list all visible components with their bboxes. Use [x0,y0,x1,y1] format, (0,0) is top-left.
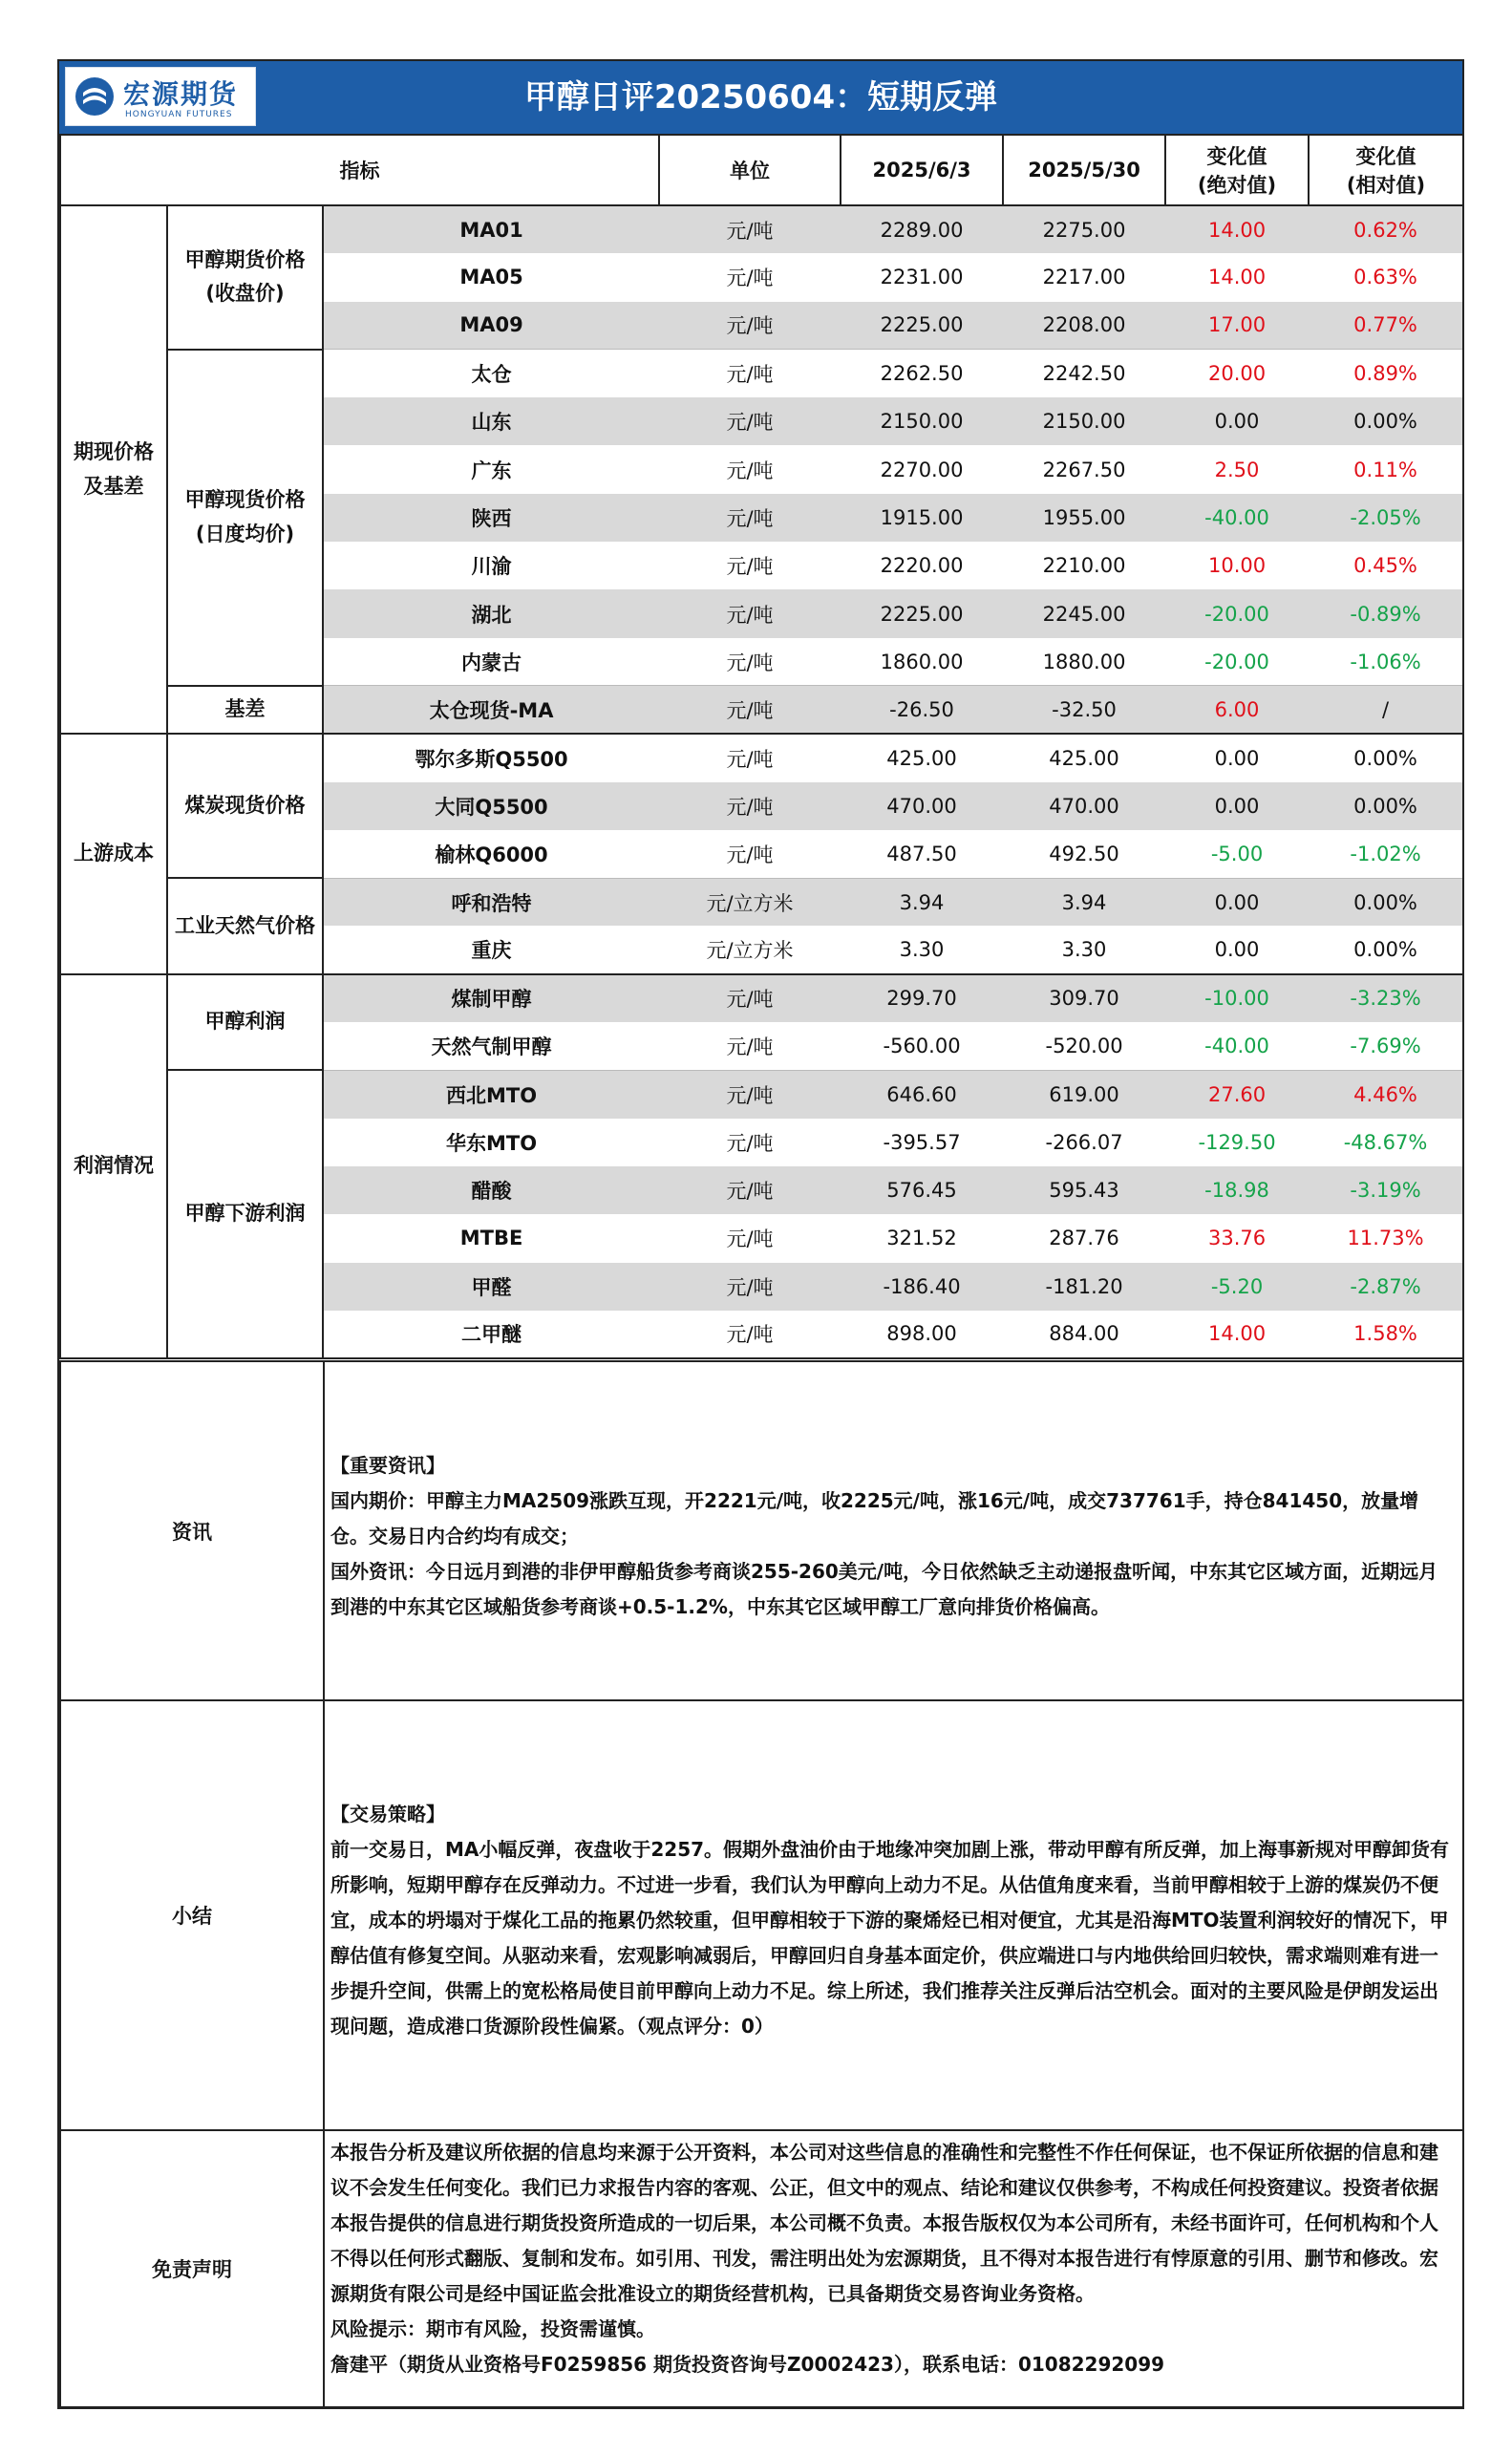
table-row [60,734,1463,781]
abs-change-cell: 0.00 [1165,734,1309,781]
news-section [60,1361,1463,1700]
abs-change-cell: -129.50 [1198,1130,1276,1154]
news-label: 资讯 [60,1361,324,1700]
rel-change-cell: -7.69% [1309,1022,1463,1070]
abs-change-cell: -20.00 [1204,650,1269,673]
header-rel-change: 变化值 (相对值) [1309,135,1463,205]
table-header-row [60,135,1463,205]
abs-change-cell: -10.00 [1165,974,1309,1022]
abs-change-cell: -5.20 [1165,1263,1309,1311]
value-date1-cell: -560.00 [883,1034,961,1057]
subcategory-cell: 甲醇现货价格(日度均价) [167,350,323,686]
unit-cell: 元/立方米 [659,878,841,926]
rel-change-cell: 0.00% [1309,734,1463,781]
indicator-cell: 榆林Q6000 [435,843,548,866]
abs-change-cell: 14.00 [1165,205,1309,253]
value-date2-cell: 425.00 [1003,734,1165,781]
rel-change-cell: 0.62% [1309,205,1463,253]
rel-change-cell: -2.87% [1309,1263,1463,1311]
value-date1-cell: 2225.00 [841,589,1003,637]
value-date1-cell: 2270.00 [880,458,964,481]
value-date2-cell: 3.94 [1003,878,1165,926]
rel-change-cell: 0.63% [1309,253,1463,301]
header-indicator: 指标 [60,135,659,205]
value-date1-cell: 299.70 [841,974,1003,1022]
unit-cell: 元/立方米 [706,939,794,963]
rel-change-cell: -0.89% [1309,589,1463,637]
value-date1-cell: 3.94 [841,878,1003,926]
unit-cell: 元/吨 [726,267,774,290]
indicator-cell: 煤制甲醇 [323,974,659,1022]
indicator-cell: 陕西 [323,494,659,542]
rel-change-cell: / [1309,686,1463,734]
indicator-cell: 鄂尔多斯Q5500 [323,734,659,781]
indicator-cell: 西北MTO [323,1070,659,1118]
rel-change-cell: 0.77% [1309,302,1463,350]
value-date2-cell: -181.20 [1003,1263,1165,1311]
news-heading: 【重要资讯】 [330,1454,445,1477]
indicator-cell: MA05 [459,266,523,289]
value-date1-cell: 2220.00 [880,554,964,578]
value-date1-cell: 321.52 [886,1227,957,1250]
value-date2-cell: 2267.50 [1042,458,1126,481]
subcategory-cell: 煤炭现货价格 [167,734,323,878]
indicator-cell: MTBE [459,1227,523,1250]
value-date1-cell: 2231.00 [880,266,964,289]
header-unit: 单位 [659,135,841,205]
unit-cell: 元/吨 [659,205,841,253]
value-date1-cell: 470.00 [841,782,1003,830]
value-date1-cell: 2150.00 [841,397,1003,445]
summary-content [325,1701,1462,2044]
unit-cell: 元/吨 [726,843,774,866]
commentary-table [59,1360,1464,2408]
unit-cell: 元/吨 [726,1035,774,1058]
value-date2-cell: -520.00 [1045,1034,1123,1057]
table-row [60,878,1463,926]
report-title: 甲醇日评20250604：短期反弹 [523,78,998,117]
rel-change-cell: 0.00% [1309,397,1463,445]
disclaimer-label: 免责声明 [60,2130,324,2407]
indicator-cell: 甲醛 [323,1263,659,1311]
indicator-cell: 湖北 [323,589,659,637]
value-date2-cell: 470.00 [1003,782,1165,830]
rel-change-cell: 0.45% [1309,542,1463,589]
unit-cell: 元/吨 [659,494,841,542]
risk-text: 风险提示：期市有风险，投资需谨慎。 [330,2317,655,2340]
abs-change-cell: 0.00 [1214,938,1260,962]
disclaimer-section [60,2130,1463,2407]
subcategory-cell: 工业天然气价格 [167,878,323,974]
value-date1-cell: 1915.00 [841,494,1003,542]
value-date2-cell: 884.00 [1003,1311,1165,1358]
rel-change-cell: -1.06% [1309,638,1463,686]
abs-change-cell: 0.00 [1165,397,1309,445]
abs-change-cell: 6.00 [1165,686,1309,734]
value-date1-cell: 2225.00 [841,302,1003,350]
abs-change-cell: 20.00 [1165,350,1309,397]
value-date2-cell: 492.50 [1049,842,1119,865]
value-date2-cell: -32.50 [1003,686,1165,734]
author-text: 詹建平（期货从业资格号F0259856 期货投资咨询号Z0002423），联系电话：01082292099 [330,2353,1165,2376]
value-date1-cell: 898.00 [841,1311,1003,1358]
rel-change-cell: 0.11% [1309,445,1463,493]
rel-change-cell: -3.19% [1309,1166,1463,1214]
indicator-cell: 太仓 [323,350,659,397]
value-date2-cell: 3.30 [1061,938,1107,962]
indicator-cell: 川渝 [471,555,512,579]
indicator-cell: 大同Q5500 [323,782,659,830]
rel-change-cell: 0.00% [1309,782,1463,830]
value-date2-cell: 2217.00 [1042,266,1126,289]
table-row [60,974,1463,1022]
rel-change-cell: 11.73% [1309,1214,1463,1262]
summary-heading: 【交易策略】 [330,1803,445,1825]
abs-change-cell: -40.00 [1204,1034,1269,1057]
subcategory-cell: 甲醇下游利润 [167,1070,323,1358]
unit-cell: 元/吨 [659,589,841,637]
indicator-cell: MA09 [323,302,659,350]
abs-change-cell: 0.00 [1165,878,1309,926]
news-foreign: 国外资讯：今日远月到港的非伊甲醇船货参考商谈255-260美元/吨，今日依然缺乏主动递报盘听闻，中东其它区域方面，近期远月到港的中东其它区域船货参考商谈+0.5-1.2%，中东其它区域甲醇工厂意向排货价格偏高。 [330,1560,1438,1618]
header-abs-change: 变化值 (绝对值) [1165,135,1309,205]
abs-change-cell: 10.00 [1207,554,1267,578]
value-date2-cell: 2150.00 [1003,397,1165,445]
value-date1-cell: -26.50 [841,686,1003,734]
rel-change-cell: 1.58% [1309,1311,1463,1358]
indicator-cell: 山东 [323,397,659,445]
abs-change-cell: -5.00 [1210,842,1264,865]
unit-cell: 元/吨 [659,782,841,830]
value-date2-cell: 619.00 [1003,1070,1165,1118]
rel-change-cell: 0.00% [1309,926,1463,973]
abs-change-cell: 33.76 [1207,1227,1267,1250]
value-date2-cell: 309.70 [1003,974,1165,1022]
logo-subtitle: HONGYUAN FUTURES [125,110,233,119]
indicator-cell: 醋酸 [323,1166,659,1214]
unit-cell: 元/吨 [726,555,774,579]
value-date1-cell: 576.45 [841,1166,1003,1214]
subcategory-cell: 基差 [167,686,323,734]
unit-cell: 元/吨 [659,1311,841,1358]
unit-cell: 元/吨 [659,302,841,350]
unit-cell: 元/吨 [659,974,841,1022]
summary-section [60,1700,1463,2130]
disclaimer-text: 本报告分析及建议所依据的信息均来源于公开资料，本公司对这些信息的准确性和完整性不作任何保证，也不保证所依据的信息和建议不会发生任何变化。我们已力求报告内容的客观、公正，但文中的观点、结论和建议仅供参考，不构成任何投资建议。投资者依据本报告提供的信息进行期货投资所造成的一切后果，本公司概不负责。本报告版权仅为本公司所有，未经书面许可，任何机构和个人不得以任何形式翻版、复制和发布。如引用、刊发，需注明出处为宏源期货，且不得对本报告进行有悖原意的引用、删节和修改。宏源期货有限公司是经中国证监会批准设立的期货经营机构，已具备期货交易咨询业务资格。 [330,2141,1438,2305]
value-date1-cell: 3.30 [899,938,945,962]
value-date1-cell: -395.57 [883,1130,961,1154]
table-row [60,205,1463,253]
unit-cell: 元/吨 [659,1166,841,1214]
value-date1-cell: 646.60 [841,1070,1003,1118]
rel-change-cell: -48.67% [1309,1119,1463,1166]
company-logo [65,67,256,126]
unit-cell: 元/吨 [726,651,774,674]
header-date1: 2025/6/3 [841,135,1003,205]
news-domestic: 国内期价：甲醇主力MA2509涨跌互现，开2221元/吨，收2225元/吨，涨16元/吨，成交737761手，持仓841450，放量增仓。交易日内合约均有成交； [330,1489,1419,1548]
table-row [60,1070,1463,1118]
value-date2-cell: -266.07 [1045,1130,1123,1154]
unit-cell: 元/吨 [659,734,841,781]
data-table [59,134,1464,1359]
unit-cell: 元/吨 [659,1070,841,1118]
category-cell: 利润情况 [60,974,167,1358]
indicator-cell: 广东 [471,459,512,482]
indicator-cell: MA01 [323,205,659,253]
abs-change-cell: 17.00 [1165,302,1309,350]
logo-emblem-icon [74,75,116,117]
indicator-cell: 内蒙古 [461,651,522,674]
category-cell: 期现价格及基差 [60,205,167,734]
rel-change-cell: 0.00% [1309,878,1463,926]
abs-change-cell: 0.00 [1165,782,1309,830]
indicator-cell: 天然气制甲醇 [431,1035,552,1058]
unit-cell: 元/吨 [659,686,841,734]
logo-name: 宏源期货 [123,78,239,110]
title-bar [59,61,1462,134]
disclaimer-content [325,2131,1462,2382]
subcategory-cell: 甲醇利润 [167,974,323,1071]
unit-cell: 元/吨 [726,459,774,482]
value-date1-cell: -186.40 [841,1263,1003,1311]
category-cell: 上游成本 [60,734,167,973]
abs-change-cell: 14.00 [1207,266,1267,289]
rel-change-cell: -2.05% [1309,494,1463,542]
value-date2-cell: 2275.00 [1003,205,1165,253]
value-date2-cell: 2242.50 [1003,350,1165,397]
value-date2-cell: 2210.00 [1042,554,1126,578]
unit-cell: 元/吨 [726,1131,774,1155]
abs-change-cell: -40.00 [1165,494,1309,542]
indicator-cell: 华东MTO [445,1131,538,1155]
unit-cell: 元/吨 [659,397,841,445]
rel-change-cell: -3.23% [1309,974,1463,1022]
unit-cell: 元/吨 [659,350,841,397]
rel-change-cell: 0.89% [1309,350,1463,397]
indicator-cell: 太仓现货-MA [323,686,659,734]
value-date2-cell: 287.76 [1049,1227,1119,1250]
unit-cell: 元/吨 [726,1228,774,1251]
value-date2-cell: 1955.00 [1003,494,1165,542]
abs-change-cell: 14.00 [1165,1311,1309,1358]
abs-change-cell: -18.98 [1165,1166,1309,1214]
value-date1-cell: 487.50 [886,842,957,865]
value-date1-cell: 2289.00 [841,205,1003,253]
value-date1-cell: 2262.50 [841,350,1003,397]
news-content [325,1362,1462,1625]
report-sheet [57,59,1464,2409]
rel-change-cell: 4.46% [1309,1070,1463,1118]
subcategory-cell: 甲醇期货价格(收盘价) [167,205,323,350]
value-date2-cell: 1880.00 [1042,650,1126,673]
table-row [60,350,1463,397]
value-date2-cell: 2245.00 [1003,589,1165,637]
indicator-cell: 二甲醚 [323,1311,659,1358]
value-date1-cell: 1860.00 [880,650,964,673]
unit-cell: 元/吨 [659,1263,841,1311]
value-date2-cell: 2208.00 [1003,302,1165,350]
abs-change-cell: 27.60 [1165,1070,1309,1118]
summary-label: 小结 [60,1700,324,2130]
summary-text: 前一交易日，MA小幅反弹，夜盘收于2257。假期外盘油价由于地缘冲突加剧上涨，带动甲醇有所反弹，加上海事新规对甲醇卸货有所影响，短期甲醇存在反弹动力。不过进一步看，我们认为甲醇向上动力不足。从估值角度来看，当前甲醇相较于上游的煤炭仍不便宜，成本的坍塌对于煤化工品的拖累仍然较重，但甲醇相较于下游的聚烯烃已相对便宜，尤其是沿海MTO装置利润较好的情况下，甲醇估值有修复空间。从驱动来看，宏观影响减弱后，甲醇回归自身基本面定价，供应端进口与内地供给回归较快，需求端则难有进一步提升空间，供需上的宽松格局使目前甲醇向上动力不足。综上所述，我们推荐关注反弹后沽空机会。面对的主要风险是伊朗发运出现问题，造成港口货源阶段性偏紧。（观点评分：0） [330,1838,1450,2038]
indicator-cell: 重庆 [471,939,512,963]
table-row [60,686,1463,734]
abs-change-cell: 2.50 [1214,458,1260,481]
value-date2-cell: 595.43 [1003,1166,1165,1214]
header-date2: 2025/5/30 [1003,135,1165,205]
abs-change-cell: -20.00 [1165,589,1309,637]
value-date1-cell: 425.00 [841,734,1003,781]
indicator-cell: 呼和浩特 [323,878,659,926]
rel-change-cell: -1.02% [1309,830,1463,878]
